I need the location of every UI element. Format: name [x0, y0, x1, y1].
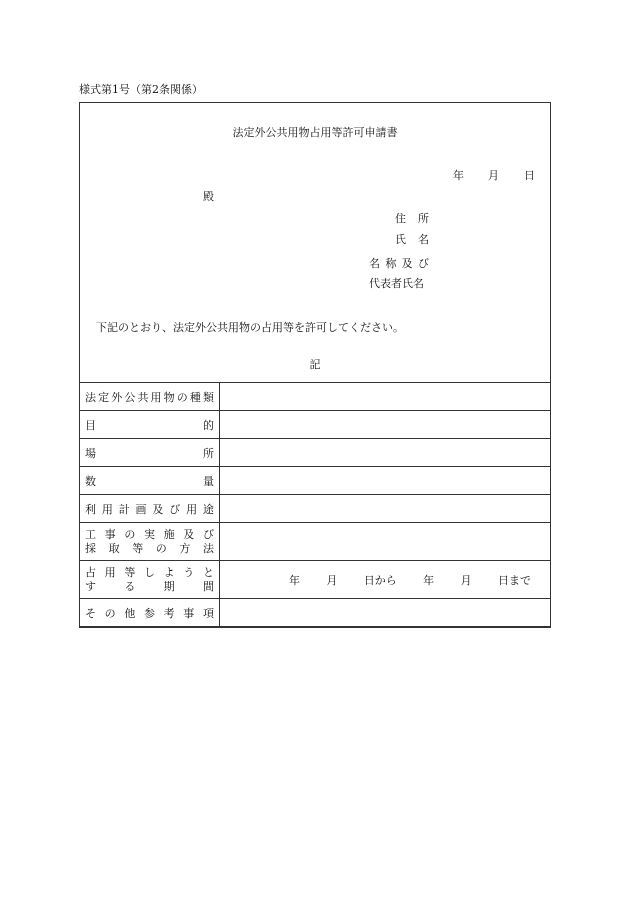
row-kind	[80, 383, 551, 411]
value-usage-plan[interactable]	[220, 495, 551, 523]
value-place[interactable]	[220, 439, 551, 467]
value-purpose[interactable]	[220, 411, 551, 439]
period-from-month[interactable]: 月	[326, 573, 338, 587]
label-quantity: 数 量	[80, 467, 220, 495]
address-label-chars: 住 所	[395, 212, 429, 225]
value-construction[interactable]	[220, 523, 551, 561]
label-kind: 法 定 外 公 共 用 物 の 種 類	[80, 383, 220, 411]
row-place	[80, 439, 551, 467]
ki-heading: 記	[309, 358, 321, 371]
value-other[interactable]	[220, 599, 551, 627]
period-from-day[interactable]: 日から	[363, 573, 397, 587]
request-text: 下記のとおり、法定外公共用物の占用等を許可してください。	[96, 321, 404, 334]
label-period: 占 用 等 し よ う と す る 期 間	[80, 561, 220, 599]
form-title: 法定外公共用物占用等許可申請書	[232, 126, 398, 139]
row-construction	[80, 523, 551, 561]
label-usage-plan: 利 用 計 画 及 び 用 途	[80, 495, 220, 523]
addressee-suffix: 殿	[203, 190, 214, 203]
row-period	[80, 561, 551, 599]
period-from-year[interactable]: 年	[289, 573, 300, 587]
label-place: 場 所	[80, 439, 220, 467]
address-label	[395, 210, 429, 226]
representative-label: 代表者氏名	[369, 277, 424, 290]
row-purpose	[80, 411, 551, 439]
label-other: そ の 他 参 考 事 項	[80, 599, 220, 627]
period-to-year[interactable]: 年	[423, 573, 435, 587]
application-form	[79, 102, 551, 628]
value-period[interactable]	[220, 561, 551, 599]
date-day[interactable]: 日	[524, 169, 535, 182]
row-quantity	[80, 467, 551, 495]
details-table	[79, 382, 551, 627]
row-usage-plan	[80, 495, 551, 523]
form-code: 様式第1号（第2条関係）	[79, 83, 203, 96]
period-to-month[interactable]: 月	[460, 573, 472, 587]
name-label: 氏 名	[395, 233, 429, 246]
value-quantity[interactable]	[220, 467, 551, 495]
label-construction: 工 事 の 実 施 及 び 採 取 等 の 方 法	[80, 523, 220, 561]
corp-name-label: 名 称 及 び	[369, 257, 429, 270]
date-month[interactable]: 月	[488, 169, 499, 182]
period-to-day[interactable]: 日まで	[497, 573, 531, 587]
label-purpose: 目 的	[80, 411, 220, 439]
date-year[interactable]: 年	[453, 169, 464, 182]
value-kind[interactable]	[220, 383, 551, 411]
row-other	[80, 599, 551, 627]
period-fields	[225, 572, 545, 588]
